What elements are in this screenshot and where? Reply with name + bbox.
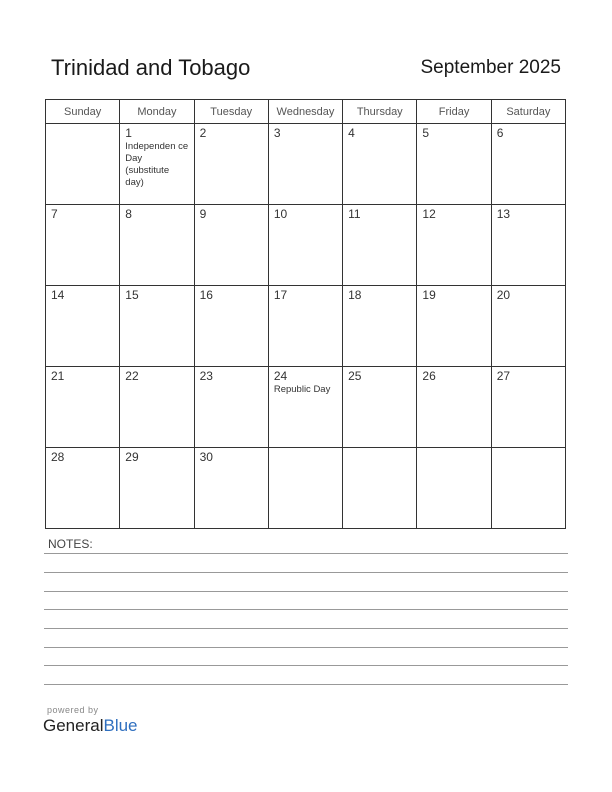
day-cell bbox=[343, 205, 417, 286]
logo-general: General bbox=[43, 716, 104, 735]
powered-by-text: powered by bbox=[47, 705, 99, 715]
day-number: 8 bbox=[125, 207, 132, 221]
weekday-header: Tuesday bbox=[194, 100, 268, 124]
day-cell bbox=[268, 367, 342, 448]
week-row bbox=[46, 124, 566, 205]
notes-line bbox=[44, 553, 568, 554]
day-number: 24 bbox=[273, 369, 288, 383]
day-cell bbox=[417, 286, 491, 367]
day-number: 13 bbox=[496, 207, 511, 221]
notes-line bbox=[44, 591, 568, 592]
notes-line bbox=[44, 647, 568, 648]
weekday-header: Wednesday bbox=[268, 100, 342, 124]
day-number: 12 bbox=[422, 207, 436, 221]
weekday-header: Saturday bbox=[491, 100, 565, 124]
day-cell bbox=[417, 448, 491, 529]
day-cell bbox=[417, 124, 491, 205]
day-number: 11 bbox=[348, 207, 361, 221]
day-number: 6 bbox=[496, 126, 504, 140]
day-cell bbox=[491, 448, 565, 529]
day-cell bbox=[46, 448, 120, 529]
day-cell bbox=[120, 286, 194, 367]
week-row bbox=[46, 367, 566, 448]
month-title: September 2025 bbox=[420, 57, 561, 78]
day-cell bbox=[268, 124, 342, 205]
day-cell bbox=[343, 448, 417, 529]
day-number: 4 bbox=[348, 126, 355, 140]
logo-blue: Blue bbox=[103, 716, 138, 735]
day-cell bbox=[343, 124, 417, 205]
week-row bbox=[46, 205, 566, 286]
day-cell bbox=[46, 205, 120, 286]
country-title: Trinidad and Tobago bbox=[51, 55, 251, 80]
calendar-grid bbox=[45, 99, 566, 529]
day-number: 16 bbox=[199, 288, 213, 302]
day-cell bbox=[120, 448, 194, 529]
day-number: 27 bbox=[496, 369, 511, 383]
day-cell bbox=[268, 286, 342, 367]
day-number: 19 bbox=[422, 288, 436, 302]
holiday-label: Independen ce Day (substitute day) bbox=[125, 141, 189, 188]
day-cell bbox=[46, 367, 120, 448]
notes-line bbox=[44, 665, 568, 666]
day-cell bbox=[491, 286, 565, 367]
day-cell bbox=[417, 205, 491, 286]
day-cell bbox=[268, 205, 342, 286]
day-number: 10 bbox=[273, 207, 288, 221]
notes-line bbox=[44, 609, 568, 610]
day-number: 7 bbox=[51, 207, 58, 221]
day-number: 2 bbox=[199, 126, 207, 140]
day-number: 5 bbox=[422, 126, 430, 140]
notes-label: NOTES: bbox=[48, 537, 93, 551]
weekday-header: Friday bbox=[417, 100, 491, 124]
day-number: 21 bbox=[51, 369, 65, 383]
day-number: 20 bbox=[496, 288, 511, 302]
notes-line bbox=[44, 628, 568, 629]
day-cell bbox=[120, 205, 194, 286]
day-number: 18 bbox=[348, 288, 362, 302]
day-number: 29 bbox=[125, 450, 139, 464]
day-cell bbox=[491, 205, 565, 286]
holiday-label: Republic Day bbox=[273, 384, 331, 395]
day-cell bbox=[194, 205, 268, 286]
day-number: 22 bbox=[125, 369, 139, 383]
week-row bbox=[46, 448, 566, 529]
day-cell bbox=[343, 367, 417, 448]
week-row bbox=[46, 286, 566, 367]
day-number: 14 bbox=[51, 288, 65, 302]
generalblue-logo bbox=[43, 716, 138, 736]
weekday-header: Thursday bbox=[343, 100, 417, 124]
day-number: 26 bbox=[422, 369, 436, 383]
day-cell bbox=[120, 367, 194, 448]
notes-line bbox=[44, 572, 568, 573]
day-cell bbox=[491, 367, 565, 448]
day-number: 9 bbox=[199, 207, 207, 221]
day-number: 17 bbox=[273, 288, 288, 302]
day-cell bbox=[194, 448, 268, 529]
day-cell bbox=[194, 124, 268, 205]
weekday-header: Monday bbox=[120, 100, 194, 124]
day-cell bbox=[194, 367, 268, 448]
day-cell bbox=[46, 286, 120, 367]
day-cell bbox=[417, 367, 491, 448]
weekday-header-row bbox=[46, 100, 566, 124]
day-number: 25 bbox=[348, 369, 362, 383]
day-number: 3 bbox=[273, 126, 281, 140]
day-number: 15 bbox=[125, 288, 139, 302]
day-number: 23 bbox=[199, 369, 213, 383]
day-number: 1 bbox=[125, 126, 132, 140]
day-cell bbox=[491, 124, 565, 205]
day-number: 30 bbox=[199, 450, 213, 464]
day-cell bbox=[268, 448, 342, 529]
weekday-header: Sunday bbox=[46, 100, 120, 124]
day-cell bbox=[194, 286, 268, 367]
notes-line bbox=[44, 684, 568, 685]
day-cell bbox=[46, 124, 120, 205]
day-cell bbox=[343, 286, 417, 367]
day-cell bbox=[120, 124, 194, 205]
day-number: 28 bbox=[51, 450, 65, 464]
